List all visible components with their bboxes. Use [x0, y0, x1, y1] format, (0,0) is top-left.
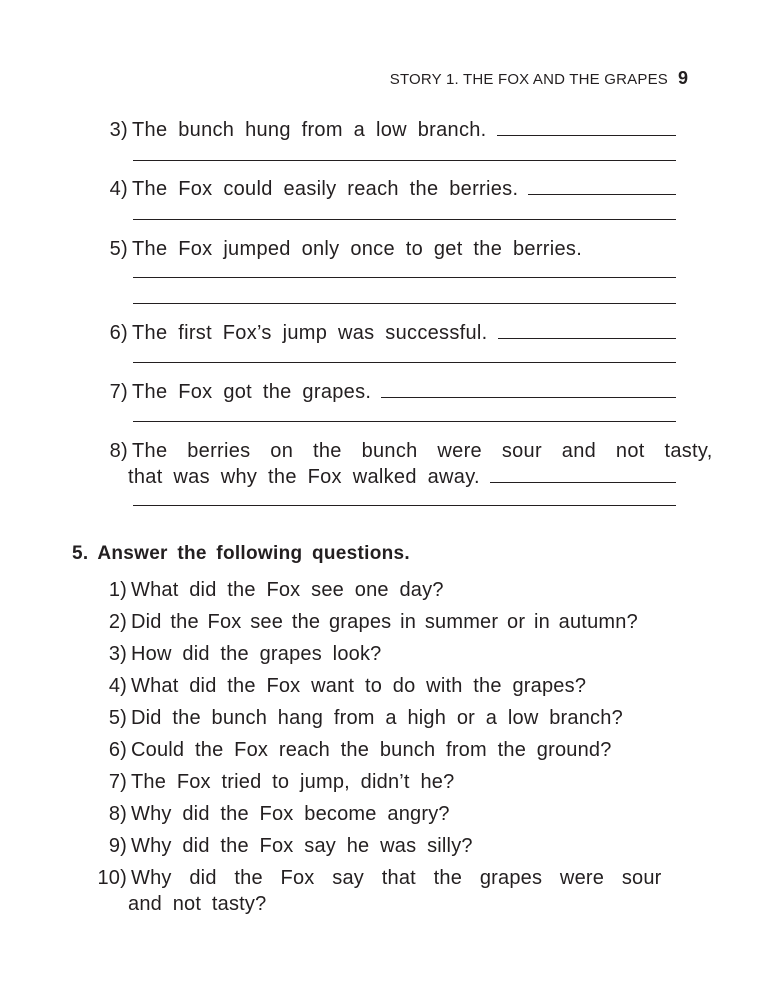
question-text: What did the Fox want to do with the grapes?	[131, 675, 587, 697]
statement-text: The first Fox’s jump was successful.	[132, 322, 488, 344]
question-text: What did the Fox see one day?	[131, 579, 444, 601]
answer-line[interactable]	[498, 324, 676, 339]
question-10-continued: and not tasty?	[128, 893, 267, 915]
statement-number: 5)	[109, 238, 128, 260]
statement-6	[100, 320, 676, 346]
statement-text: The berries on the bunch were sour and not tasty,	[132, 440, 713, 462]
section-heading: 5. Answer the following questions.	[72, 543, 410, 564]
question-number: 7)	[108, 771, 127, 793]
page-header	[390, 68, 688, 89]
answer-line[interactable]	[133, 303, 676, 304]
statement-number: 8)	[109, 440, 128, 462]
running-title: STORY 1. THE FOX AND THE GRAPES	[389, 71, 668, 88]
answer-line[interactable]	[133, 362, 676, 363]
statement-number: 6)	[109, 322, 128, 344]
answer-line[interactable]	[528, 180, 676, 195]
question-text: Did the bunch hang from a high or a low branch?	[131, 707, 623, 729]
question-9	[80, 833, 676, 859]
answer-line[interactable]	[133, 277, 676, 278]
answer-line[interactable]	[490, 468, 676, 483]
question-2	[80, 609, 676, 635]
answer-line[interactable]	[381, 383, 676, 398]
question-text: The Fox tried to jump, didn’t he?	[131, 771, 455, 793]
statement-text: The bunch hung from a low branch.	[132, 119, 487, 141]
statement-text: The Fox got the grapes.	[132, 381, 372, 403]
answer-line[interactable]	[133, 219, 676, 220]
question-7	[80, 769, 676, 795]
answer-line[interactable]	[497, 121, 676, 136]
question-number: 10)	[97, 867, 127, 889]
question-6	[80, 737, 676, 763]
question-text: Why did the Fox say he was silly?	[131, 835, 473, 857]
question-number: 1)	[108, 579, 127, 601]
statement-4	[100, 176, 676, 202]
question-number: 9)	[108, 835, 127, 857]
question-number: 5)	[108, 707, 127, 729]
question-8	[80, 801, 676, 827]
statement-text: The Fox could easily reach the berries.	[132, 178, 519, 200]
question-number: 3)	[108, 643, 127, 665]
question-4	[80, 673, 676, 699]
question-text: Why did the Fox say that the grapes were sour	[131, 867, 662, 889]
statement-8	[100, 438, 713, 490]
question-text: Why did the Fox become angry?	[131, 803, 450, 825]
statement-text: The Fox jumped only once to get the berries.	[132, 238, 583, 260]
statement-number: 3)	[109, 119, 128, 141]
statement-number: 4)	[109, 178, 128, 200]
answer-line[interactable]	[133, 421, 676, 422]
question-text: Did the Fox see the grapes in summer or in autumn?	[131, 611, 638, 633]
answer-line[interactable]	[133, 160, 676, 161]
statement-number: 7)	[109, 381, 128, 403]
question-3	[80, 641, 676, 667]
page-number: 9	[677, 68, 688, 88]
statement-text-continued: that was why the Fox walked away.	[128, 466, 480, 488]
question-text: How did the grapes look?	[131, 643, 382, 665]
question-number: 2)	[108, 611, 127, 633]
statement-5	[100, 236, 676, 262]
question-1	[80, 577, 676, 603]
statement-7	[100, 379, 676, 405]
question-number: 6)	[108, 739, 127, 761]
question-number: 8)	[108, 803, 127, 825]
question-10	[80, 865, 676, 891]
question-text: Could the Fox reach the bunch from the ground?	[131, 739, 612, 761]
answer-line[interactable]	[133, 505, 676, 506]
statement-3	[100, 117, 676, 143]
question-number: 4)	[108, 675, 127, 697]
question-5	[80, 705, 676, 731]
